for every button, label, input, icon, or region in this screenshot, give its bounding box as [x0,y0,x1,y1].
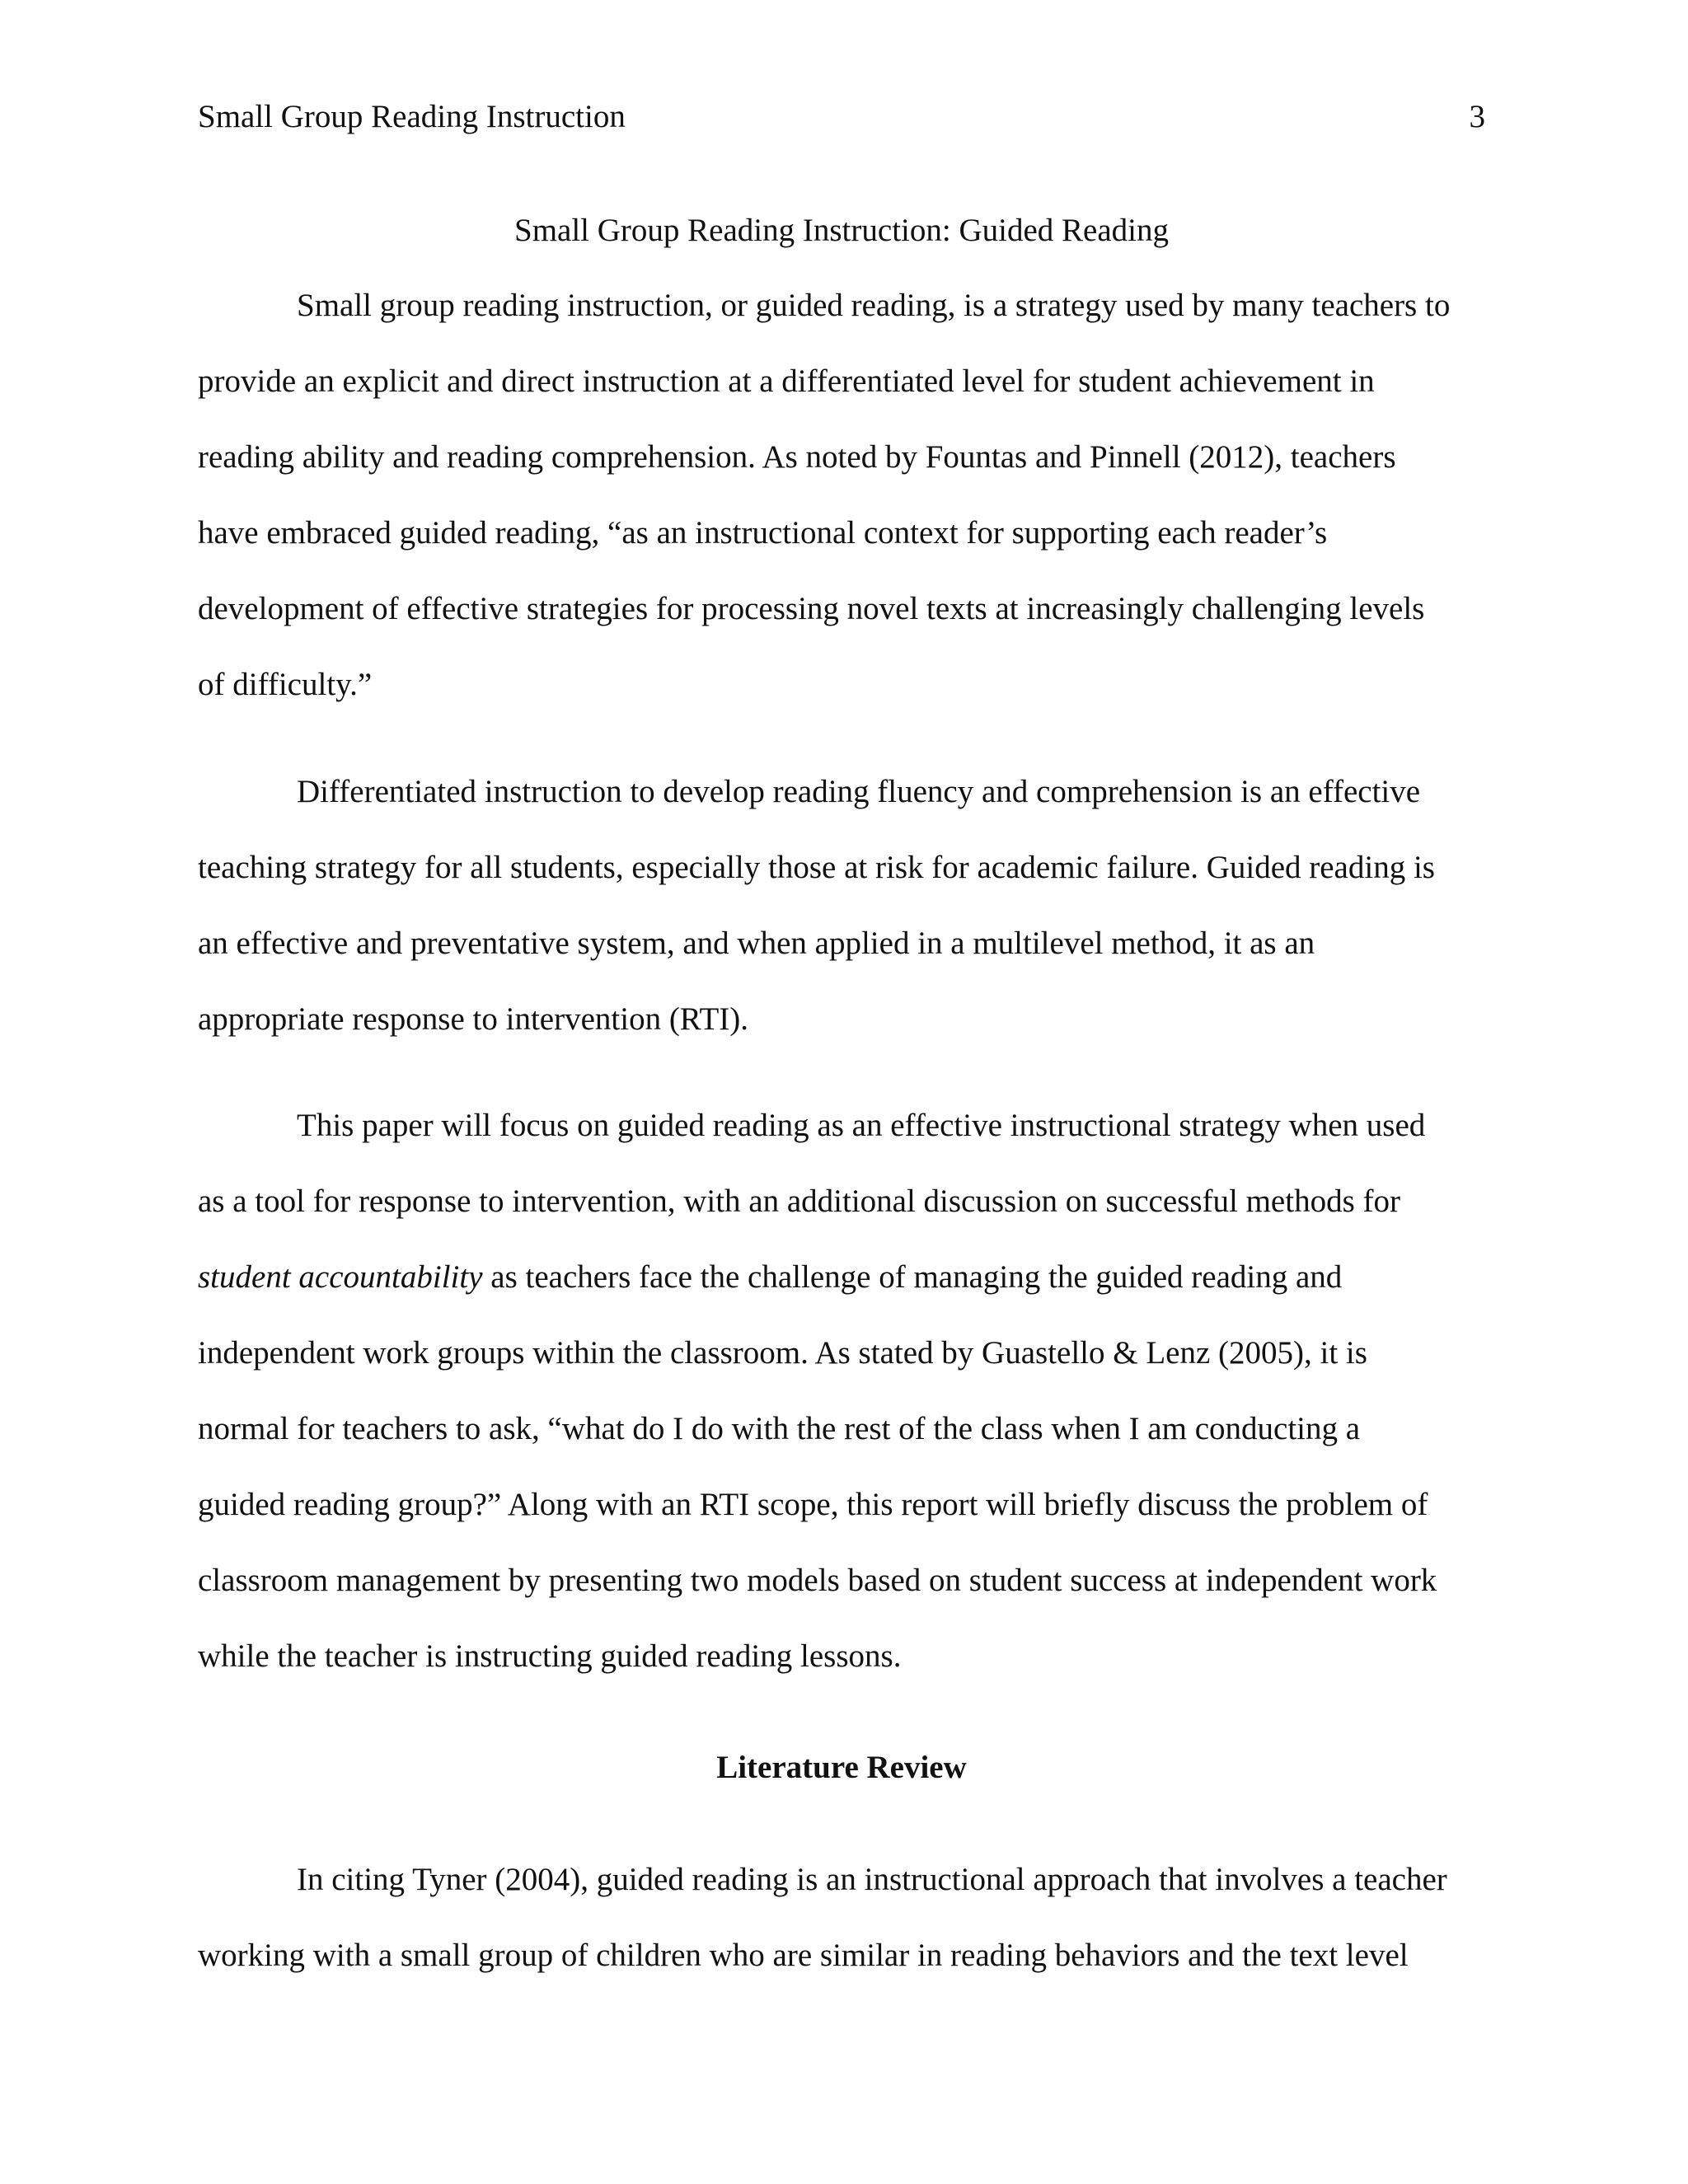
paragraph-paper-focus [198,1088,1485,1694]
paragraph-line: as a tool for response to intervention, with an additional discussion on successful methods for [198,1183,1400,1219]
paragraph-line: reading ability and reading comprehension. As noted by Fountas and Pinnell (2012), teachers [198,439,1396,475]
paragraph-line: development of effective strategies for processing novel texts at increasingly challenging levels [198,591,1425,626]
paragraph-line: while the teacher is instructing guided reading lessons. [198,1638,902,1674]
paper-title: Small Group Reading Instruction: Guided Reading [514,213,1169,248]
paragraph-line: teaching strategy for all students, especially those at risk for academic failure. Guided reading is [198,850,1435,885]
paragraph-line: working with a small group of children who are similar in reading behaviors and the text level [198,1938,1409,1973]
paragraph-line: Small group reading instruction, or guided reading, is a strategy used by many teachers to [297,288,1451,323]
paragraph-intro [198,268,1485,723]
paragraph-line: guided reading group?” Along with an RTI scope, this report will briefly discuss the problem of [198,1487,1428,1522]
page-number: 3 [1469,99,1485,134]
paragraph-line: Differentiated instruction to develop reading fluency and comprehension is an effective [297,774,1421,809]
paragraph-line: provide an explicit and direct instruction at a differentiated level for student achievement in [198,363,1375,399]
paragraph-line: an effective and preventative system, and when applied in a multilevel method, it as an [198,926,1315,961]
running-head-title: Small Group Reading Instruction [198,99,626,134]
paragraph-line: normal for teachers to ask, “what do I do with the rest of the class when I am conducting a [198,1411,1361,1446]
emphasis-student-accountability: student accountability [198,1259,483,1295]
paragraph-line: classroom management by presenting two models based on student success at independent work [198,1563,1437,1598]
running-head [198,92,1485,142]
paragraph-line: have embraced guided reading, “as an instructional context for supporting each reader’s [198,515,1328,551]
paragraph-differentiated-instruction [198,754,1485,1057]
paragraph-line: independent work groups within the classroom. As stated by Guastello & Lenz (2005), it is [198,1335,1367,1371]
paragraph-line: This paper will focus on guided reading as an effective instructional strategy when used [297,1108,1426,1143]
paragraph-literature-review [198,1842,1485,1994]
paragraph-line: In citing Tyner (2004), guided reading is an instructional approach that involves a teacher [297,1862,1447,1897]
paragraph-line-with-emphasis [198,1240,1485,1315]
paragraph-line-rest: as teachers face the challenge of managing the guided reading and [482,1259,1343,1295]
paragraph-line: appropriate response to intervention (RTI). [198,1001,749,1037]
paragraph-line: of difficulty.” [198,667,373,702]
section-heading-literature-review: Literature Review [716,1750,967,1785]
